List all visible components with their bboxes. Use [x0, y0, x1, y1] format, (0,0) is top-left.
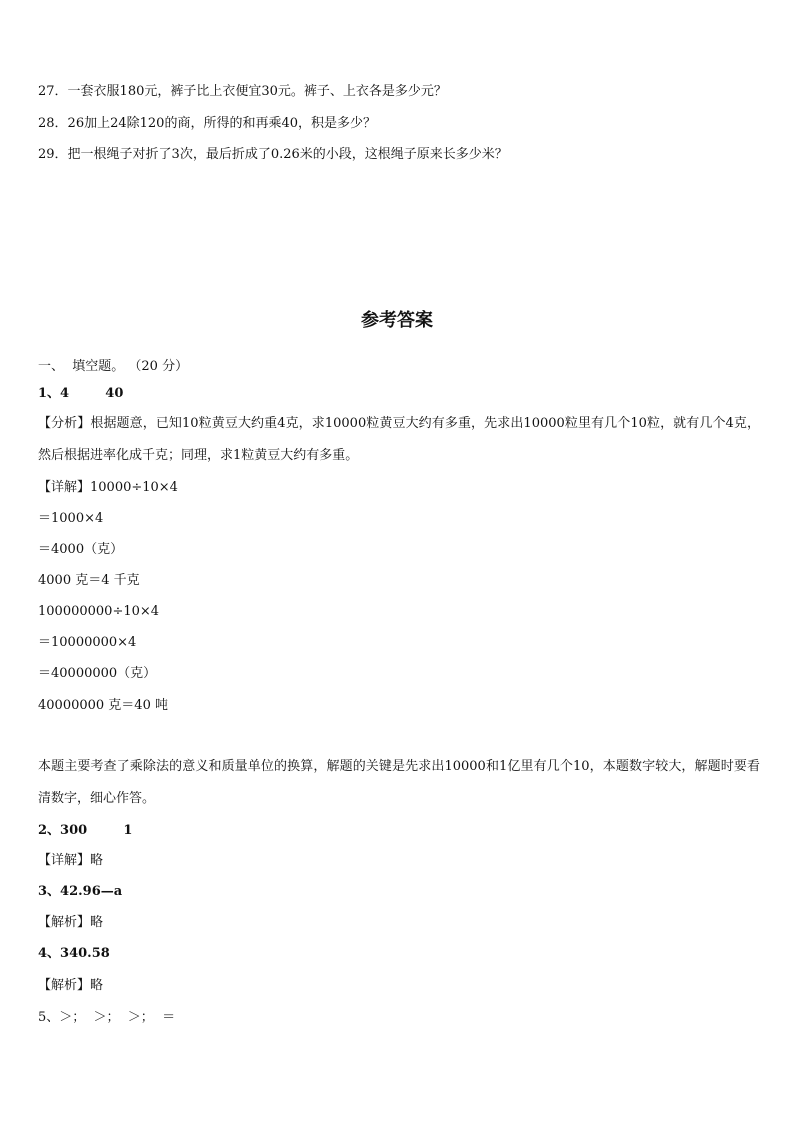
answer-1-analysis: 【分析】根据题意，已知10粒黄豆大约重4克，求10000粒黄豆大约有多重，先求出10000粒里有几个10粒，就有几个4克，然后根据进率化成千克；同理，求1粒黄豆大约有多重。 [38, 416, 760, 463]
answer-1-detail-line: 4000 克＝4 千克 [38, 573, 140, 588]
answer-1-detail-line: 100000000÷10×4 [38, 604, 160, 619]
answer-2-head: 2、300 1 [38, 823, 133, 838]
answer-2-detail: 【详解】略 [38, 853, 104, 868]
answer-5-head: 5、＞； ＞； ＞； ＝ [38, 1010, 176, 1025]
answer-1-detail-line: 40000000 克＝40 吨 [38, 698, 168, 713]
answer-1-head: 1、4 40 [38, 386, 124, 401]
answer-1-detail-line: ＝4000（克） [38, 542, 124, 557]
answer-4-head: 4、340.58 [38, 946, 110, 961]
question-28: 28．26加上24除120的商，所得的和再乘40，积是多少？ [38, 116, 376, 131]
answer-1-summary: 本题主要考查了乘除法的意义和质量单位的换算，解题的关键是先求出10000和1亿里有几个10，本题数字较大，解题时要看清数字，细心作答。 [38, 759, 760, 806]
section-heading: 一、 填空题。 （20 分） [38, 359, 189, 374]
question-27: 27．一套衣服180元，裤子比上衣便宜30元。裤子、上衣各是多少元？ [38, 84, 447, 99]
answer-1-detail-line: ＝1000×4 [38, 511, 104, 526]
answers-title: 参考答案 [361, 310, 433, 331]
answer-1-detail-line: 【详解】10000÷10×4 [38, 480, 178, 495]
answer-1-detail-line: ＝40000000（克） [38, 666, 157, 681]
answer-4-detail: 【解析】略 [38, 978, 104, 993]
answer-1-detail-line: ＝10000000×4 [38, 635, 137, 650]
answer-3-detail: 【解析】略 [38, 915, 104, 930]
question-29: 29．把一根绳子对折了3次，最后折成了0.26米的小段，这根绳子原来长多少米？ [38, 147, 508, 162]
answer-3-head: 3、42.96—a [38, 884, 123, 899]
